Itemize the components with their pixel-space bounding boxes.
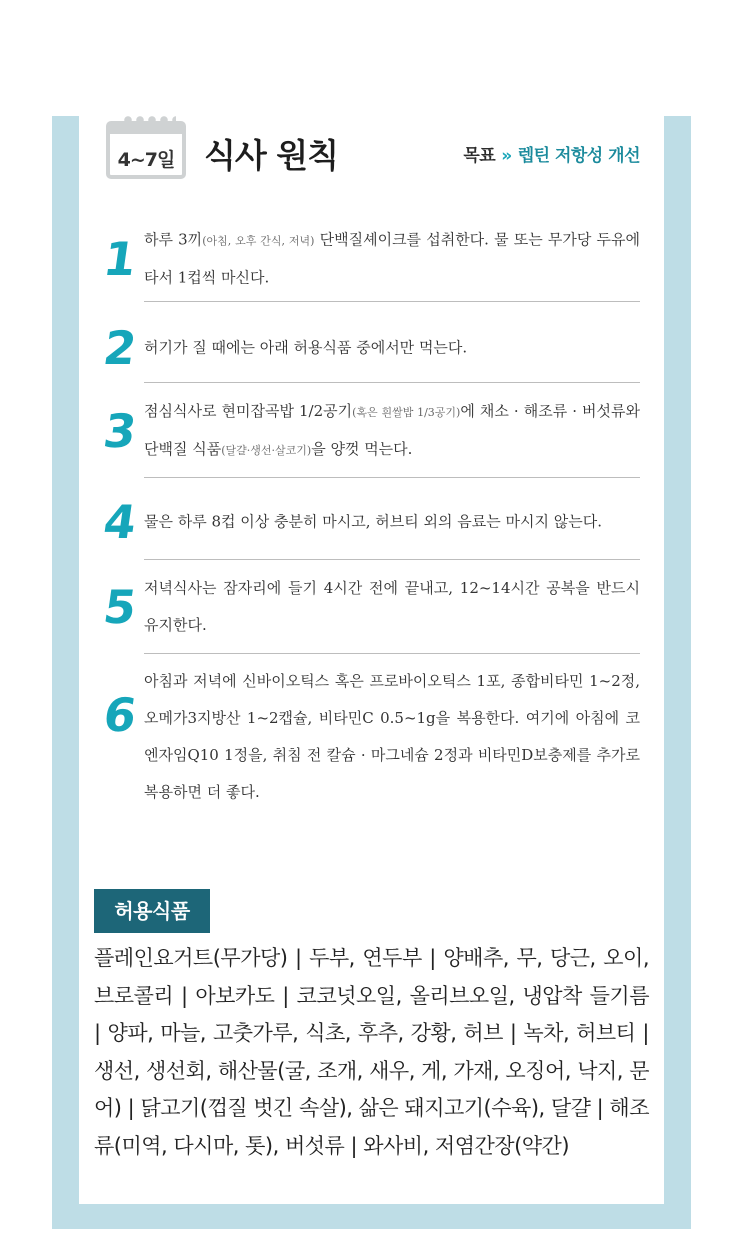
rule-number: 1 <box>100 232 140 286</box>
rule-number: 6 <box>100 688 140 742</box>
calendar-rings <box>124 116 176 128</box>
goal-arrow: » <box>501 146 512 166</box>
rule-item <box>100 321 640 375</box>
goal-value: 렙틴 저항성 개선 <box>517 146 640 166</box>
rule-text: 점심식사로 현미잡곡밥 1/2공기(혹은 흰쌀밥 1/3공기)에 채소 · 해조류 · 버섯류와 단백질 식품(달걀·생선·살코기)을 양껏 먹는다. <box>144 402 641 458</box>
rule-item <box>100 222 640 296</box>
rule-number: 2 <box>100 321 140 375</box>
page-title: 식사 원칙 <box>204 136 339 175</box>
day-badge: 4~7일 <box>117 149 175 171</box>
divider <box>144 382 640 383</box>
rule-item <box>100 665 640 809</box>
allowed-foods-list: 플레인요거트(무가당) | 두부, 연두부 | 양배추, 무, 당근, 오이, 브로콜리 | 아보카도 | 코코넛오일, 올리브오일, 냉압착 들기름 | 양파, 마늘, 고춧가루, 식초, 후추, 강황, 허브 | 녹차, 허브티 | 생선, 생선회, 해산물(굴, 조개, 새우, 게, 가재, 오징어, 낙지, 문어) | 닭고기(껍질 벗긴 속살), 삶은 돼지고기(수육), 달걀 | 해조류(미역, 다시마, 톳), 버섯류 | 와사비, 저염간장(약간) <box>94 946 649 1158</box>
divider <box>144 559 640 560</box>
calendar-icon <box>106 121 186 179</box>
rule-item <box>100 570 640 644</box>
rule-text: 저녁식사는 잠자리에 들기 4시간 전에 끝내고, 12~14시간 공복을 반드시 유지한다. <box>144 579 640 634</box>
rule-number: 4 <box>100 495 140 549</box>
divider <box>144 301 640 302</box>
rule-number: 5 <box>100 580 140 634</box>
rule-text: 물은 하루 8컵 이상 충분히 마시고, 허브티 외의 음료는 마시지 않는다. <box>144 512 602 531</box>
divider <box>144 653 640 654</box>
rule-number: 3 <box>100 404 140 458</box>
rule-text: 하루 3끼(아침, 오후 간식, 저녁) 단백질셰이크를 섭취한다. 물 또는 무가당 두유에 타서 1컵씩 마신다. <box>144 230 640 287</box>
allowed-foods-tag: 허용식품 <box>94 889 210 933</box>
rule-item <box>100 394 641 468</box>
rule-item <box>100 495 640 549</box>
rule-text: 아침과 저녁에 신바이오틱스 혹은 프로바이오틱스 1포, 종합비타민 1~2정, 오메가3지방산 1~2캡슐, 비타민C 0.5~1g을 복용한다. 여기에 아침에 코엔자임Q10 1정을, 취침 전 칼슘 · 마그네슘 2정과 비타민D보충제를 추가로 복용하면 더 좋다. <box>144 672 640 801</box>
divider <box>144 477 640 478</box>
rule-text: 허기가 질 때에는 아래 허용식품 중에서만 먹는다. <box>144 338 468 357</box>
goal-line <box>463 141 640 166</box>
goal-label: 목표 <box>463 146 496 166</box>
